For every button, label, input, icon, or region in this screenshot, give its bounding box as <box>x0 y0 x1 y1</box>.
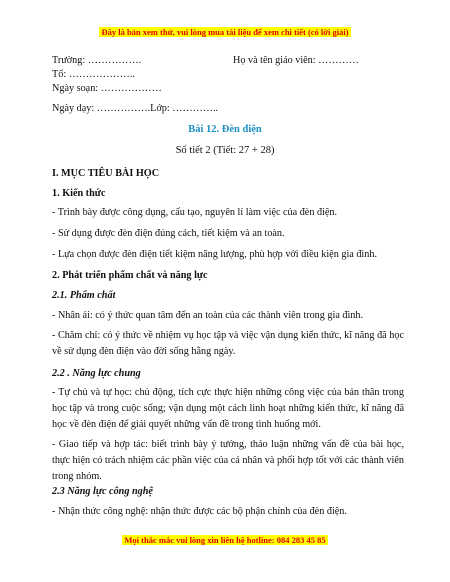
teacher-field: Họ và tên giáo viên: ………… <box>233 55 359 66</box>
tech-item-1: - Nhận thức công nghệ: nhận thức được các bộ phận chính của đèn điện. <box>52 506 347 517</box>
heading-general-competence: 2.2 . Năng lực chung <box>52 368 141 379</box>
prep-date-field: Ngày soạn: ……………… <box>52 83 162 94</box>
quality-item-2: - Chăm chỉ: có ý thức về nhiệm vụ học tập và việc vận dụng kiến thức, kĩ năng đã học về sử dụng đèn điện vào đời sống hằng ngày. <box>52 330 404 357</box>
teach-date-field: Ngày dạy: …………….Lớp: ………….. <box>52 103 219 114</box>
periods-line: Số tiết 2 (Tiết: 27 + 28) <box>175 145 275 156</box>
lesson-title: Bài 12. Đèn điện <box>188 124 262 135</box>
preview-banner <box>0 27 450 37</box>
quality-item-1: - Nhân ái: có ý thức quan tâm đến an toàn của các thành viên trong gia đình. <box>52 310 364 321</box>
knowledge-item-2: - Sử dụng được đèn điện đúng cách, tiết kiệm và an toàn. <box>52 228 285 239</box>
school-field: Trường: ……………. <box>52 55 142 66</box>
knowledge-item-1: - Trình bày được công dụng, cấu tạo, nguyên lí làm việc của đèn điện. <box>52 207 338 218</box>
group-field: Tổ: ……………….. <box>52 69 135 80</box>
hotline-banner <box>0 535 450 545</box>
general-item-1: - Tự chủ và tự học: chủ động, tích cực thực hiện những công việc của bản thân trong học tập và trong cuộc sống; vận dụng một cách linh hoạt những kiến thức, kĩ năng đã học về đèn điện để giải quyết những vấn đề trong tình huống mới. <box>52 387 404 430</box>
heading-knowledge: 1. Kiến thức <box>52 188 106 199</box>
general-item-2: - Giao tiếp và hợp tác: biết trình bày ý tưởng, thảo luận những vấn đề của bài học, thực hiện có trách nhiệm các phần việc của cá nhân và phối hợp tốt với các thành viên trong nhóm. <box>52 439 404 482</box>
section-objectives: I. MỤC TIÊU BÀI HỌC <box>52 168 160 179</box>
knowledge-item-3: - Lựa chọn được đèn điện tiết kiệm năng lượng, phù hợp với điều kiện gia đình. <box>52 249 377 260</box>
heading-tech-competence: 2.3 Năng lực công nghệ <box>52 486 153 497</box>
preview-banner-text: Đây là bản xem thử, vui lòng mua tài liệu để xem chi tiết (có lời giải) <box>101 27 349 37</box>
heading-qualities: 2.1. Phẩm chất <box>52 290 116 301</box>
hotline-banner-text: Mọi thắc mắc vui lòng xin liên hệ hotline: 084 283 45 85 <box>124 535 326 545</box>
heading-development: 2. Phát triển phẩm chất và năng lực <box>52 270 208 281</box>
